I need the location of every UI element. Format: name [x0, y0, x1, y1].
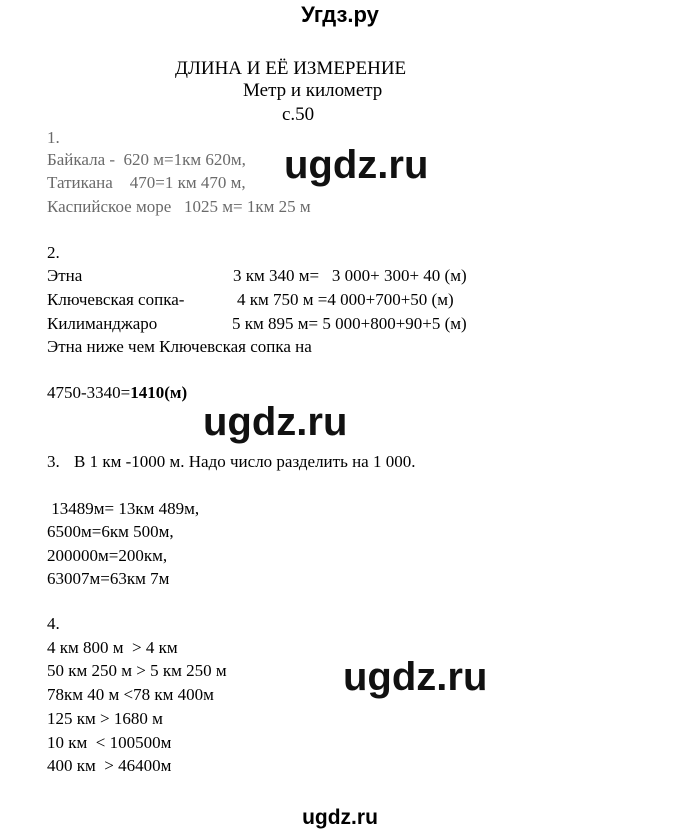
page-number: с.50	[282, 104, 315, 125]
task4-line: 400 км > 46400м	[47, 756, 172, 775]
task3-line: 200000м=200км,	[47, 546, 168, 565]
task2-calc: 4750-3340=	[47, 383, 131, 402]
task2-conclusion: Этна ниже чем Ключевская сопка на	[47, 337, 312, 356]
task2-row-name: Этна	[47, 266, 83, 285]
watermark: ugdz.ru	[343, 655, 488, 699]
task2-row-name: Ключевская сопка-	[47, 290, 185, 309]
task2-calculation	[47, 383, 187, 403]
task4-line: 4 км 800 м > 4 км	[47, 638, 178, 657]
task1-line: Каспийское море 1025 м= 1км 25 м	[47, 197, 311, 216]
task4-line: 78км 40 м <78 км 400м	[47, 685, 214, 704]
task1-line: Байкала - 620 м=1км 620м,	[47, 150, 246, 169]
subsection-title: Метр и километр	[243, 80, 383, 101]
task2-answer: 1410(м)	[130, 383, 188, 402]
task3-line: 6500м=6км 500м,	[47, 522, 174, 541]
task4-line: 50 км 250 м > 5 км 250 м	[47, 661, 227, 680]
task2-row-value: 3 км 340 м= 3 000+ 300+ 40 (м)	[233, 266, 467, 285]
task4-line: 10 км < 100500м	[47, 733, 172, 752]
watermark: ugdz.ru	[284, 143, 429, 187]
task4-number: 4.	[47, 614, 60, 633]
task2-row-value: 4 км 750 м =4 000+700+50 (м)	[237, 290, 454, 309]
task2-row-value: 5 км 895 м= 5 000+800+90+5 (м)	[232, 314, 467, 333]
task3-line: 63007м=63км 7м	[47, 569, 170, 588]
section-title: ДЛИНА И ЕЁ ИЗМЕРЕНИЕ	[175, 58, 407, 79]
task3-number: 3.	[47, 452, 60, 471]
watermark: ugdz.ru	[203, 400, 348, 444]
site-footer: ugdz.ru	[302, 806, 378, 829]
site-header: Угдз.ру	[301, 2, 379, 27]
task3-text: В 1 км -1000 м. Надо число разделить на 1 000.	[74, 452, 416, 471]
task1-line: Татикана 470=1 км 470 м,	[47, 173, 246, 192]
task4-line: 125 км > 1680 м	[47, 709, 163, 728]
task1-number: 1.	[47, 128, 60, 147]
task2-row-name: Килиманджаро	[47, 314, 158, 333]
task2-number: 2.	[47, 243, 60, 262]
task3-line: 13489м= 13км 489м,	[47, 499, 200, 518]
